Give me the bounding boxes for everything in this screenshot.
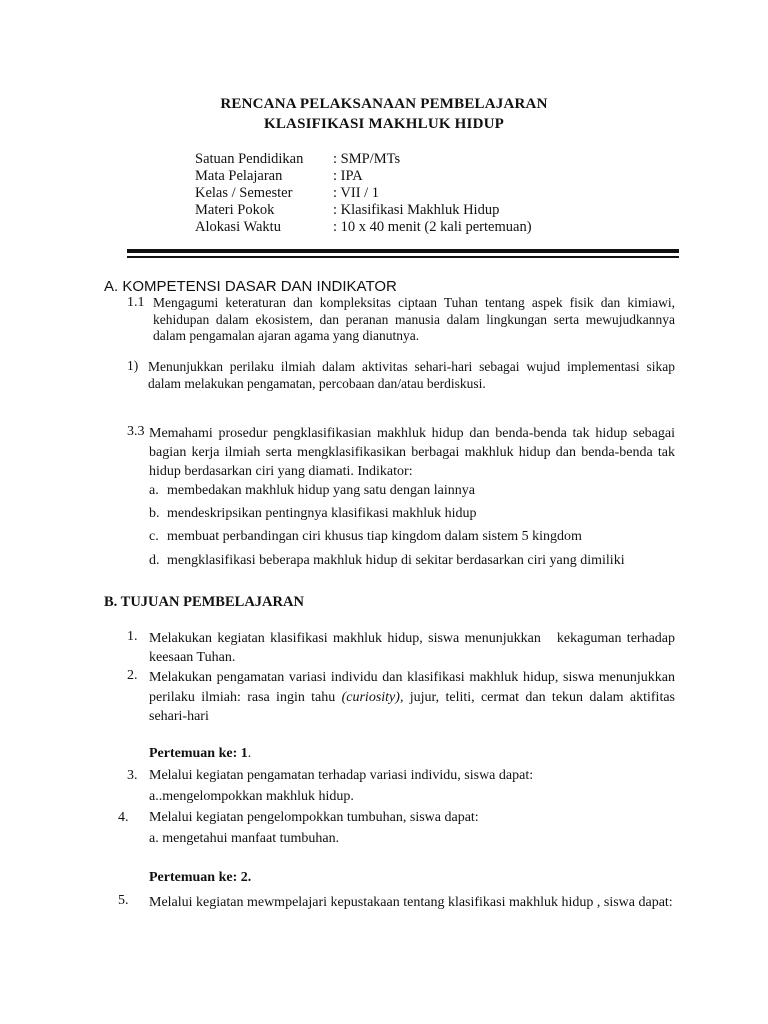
objective-number: 4. [118, 810, 129, 825]
info-label: Mata Pelajaran [195, 168, 283, 184]
objective-text: Melakukan kegiatan klasifikasi makhluk hidup, siswa menunjukkan kekaguman terhadap keesaan Tuhan. [149, 631, 679, 665]
header-rule-thick [127, 249, 679, 253]
kd-number: 1.1 [127, 295, 145, 310]
document-subtitle: KLASIFIKASI MAKHLUK HIDUP [263, 116, 505, 132]
indicator-letter: d. [149, 553, 160, 568]
objective-subitem: a..mengelompokkan makhluk hidup. [149, 789, 354, 804]
objective-number: 3. [127, 768, 138, 783]
objective-text [149, 668, 675, 727]
info-value: : 10 x 40 menit (2 kali pertemuan) [333, 219, 532, 235]
section-b-heading: B. TUJUAN PEMBELAJARAN [104, 594, 304, 610]
indicator-letter: b. [149, 506, 160, 521]
info-value: : VII / 1 [333, 185, 380, 201]
indicator-text: Menunjukkan perilaku ilmiah dalam aktivitas sehari-hari sebagai wujud implementasi sikap dalam melakukan pengamatan, percobaan dan/atau berdiskusi. [148, 359, 675, 391]
indicator-item: membedakan makhluk hidup yang satu dengan lainnya [167, 483, 475, 498]
objective-number: 5. [118, 893, 129, 908]
indicator-item: mengklasifikasi beberapa makhluk hidup di sekitar berdasarkan ciri yang dimiliki [167, 553, 625, 568]
meeting-heading-dot: . [247, 746, 252, 761]
info-value: : IPA [333, 168, 363, 184]
objective-number: 1. [127, 629, 138, 644]
objective-number: 2. [127, 668, 138, 683]
info-label: Materi Pokok [195, 202, 275, 218]
objective-text-part: Melakukan pengamatan variasi individu dan klasifikasi makhluk hidup, siswa menunjukkan perilaku ilmiah: rasa ingin tahu [149, 670, 675, 705]
info-label: Satuan Pendidikan [195, 151, 304, 167]
objective-text-part: , jujur, teliti, cermat dan tekun dalam aktifitas sehari-hari [149, 689, 675, 724]
info-label: Alokasi Waktu [195, 219, 281, 235]
indicator-item: membuat perbandingan ciri khusus tiap kingdom dalam sistem 5 kingdom [167, 529, 582, 544]
objective-text: Melalui kegiatan mewmpelajari kepustakaan tentang klasifikasi makhluk hidup , siswa dapat: [149, 895, 673, 910]
objective-subitem: a. mengetahui manfaat tumbuhan. [149, 831, 340, 846]
section-a-heading: A. KOMPETENSI DASAR DAN INDIKATOR [104, 278, 397, 295]
document-title: RENCANA PELAKSANAAN PEMBELAJARAN [220, 96, 548, 112]
info-label: Kelas / Semester [195, 185, 293, 201]
meeting-heading-text: Pertemuan ke: 1 [149, 746, 248, 761]
info-value: : Klasifikasi Makhluk Hidup [333, 202, 500, 218]
objective-text-italic: (curiosity) [341, 689, 400, 705]
kd-number: 3.3 [127, 424, 145, 439]
info-value: : SMP/MTs [333, 151, 401, 167]
meeting-heading [149, 746, 251, 762]
objective-text: Melalui kegiatan pengelompokkan tumbuhan, siswa dapat: [149, 810, 479, 825]
header-rule-thin [127, 256, 679, 258]
kd-text: Memahami prosedur pengklasifikasian makhluk hidup dan benda-benda tak hidup sebagai bagian kerja ilmiah serta mengklasifikasikan berbagai makhluk hidup dan benda-benda tak hidup berdasarkan ciri yang diamati. Indikator: [149, 426, 675, 479]
indicator-letter: c. [149, 529, 159, 544]
indicator-letter: a. [149, 483, 159, 498]
kd-text: Mengagumi keteraturan dan kompleksitas ciptaan Tuhan tentang aspek fisik dan kimiawi, kehidupan dalam ekosistem, dan peranan manusia dalam lingkungan serta mewujudkannya dalam pengamalan ajaran agama yang dianutnya. [153, 295, 675, 343]
indicator-item: mendeskripsikan pentingnya klasifikasi makhluk hidup [167, 506, 477, 521]
meeting-heading: Pertemuan ke: 2. [149, 870, 252, 885]
indicator-number: 1) [127, 358, 139, 373]
objective-text: Melalui kegiatan pengamatan terhadap variasi individu, siswa dapat: [149, 768, 534, 783]
